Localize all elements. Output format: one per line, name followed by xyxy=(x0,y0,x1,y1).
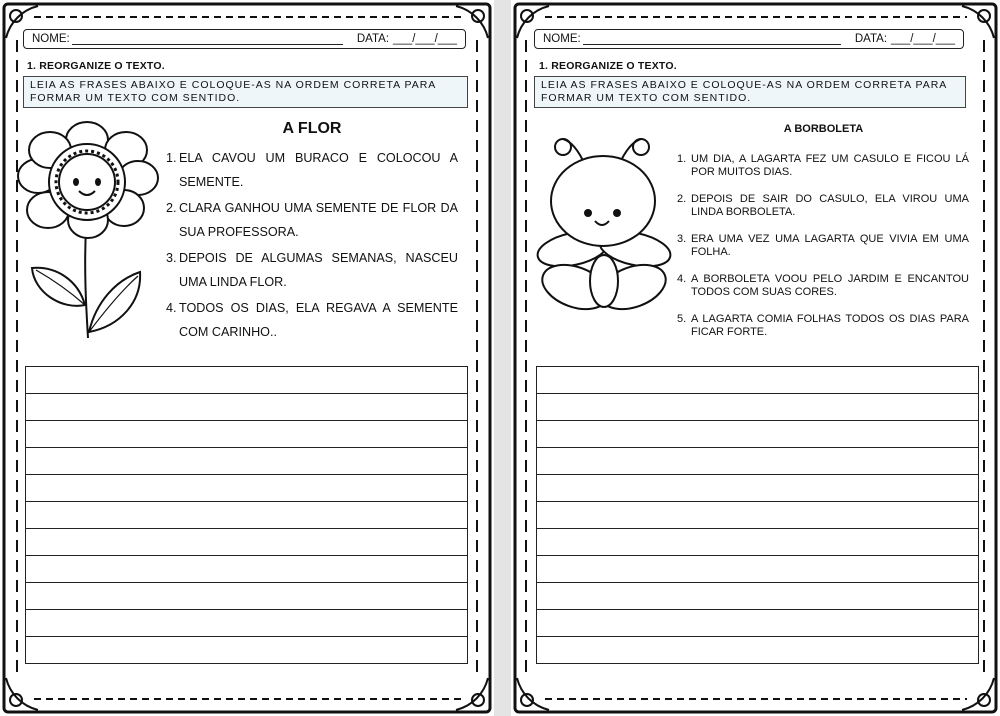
name-field[interactable] xyxy=(583,33,841,45)
list-item: 4. A BORBOLETA VOOU PELO JARDIM E ENCANTOU TODOS COM SUAS CORES. xyxy=(677,273,969,298)
writing-line[interactable] xyxy=(26,448,467,475)
flower-illustration xyxy=(16,120,162,342)
question-title: 1. REORGANIZE O TEXTO. xyxy=(27,60,165,72)
writing-line[interactable] xyxy=(26,394,467,421)
writing-line[interactable] xyxy=(537,475,978,502)
list-item: 1. UM DIA, A LAGARTA FEZ UM CASULO E FICOU LÁ POR MUITOS DIAS. xyxy=(677,153,969,178)
list-item: 4. TODOS OS DIAS, ELA REGAVA A SEMENTE COM CARINHO.. xyxy=(166,301,458,339)
writing-line[interactable] xyxy=(537,448,978,475)
writing-lines[interactable] xyxy=(25,366,468,664)
list-item: 3. ERA UMA VEZ UMA LAGARTA QUE VIVIA EM UMA FOLHA. xyxy=(677,233,969,258)
writing-line[interactable] xyxy=(537,610,978,637)
name-label: NOME: xyxy=(32,33,70,45)
writing-line[interactable] xyxy=(537,583,978,610)
writing-line[interactable] xyxy=(26,583,467,610)
writing-line[interactable] xyxy=(537,637,978,664)
name-date-header xyxy=(23,29,466,49)
butterfly-illustration xyxy=(535,133,675,317)
instruction-box: LEIA AS FRASES ABAIXO E COLOQUE-AS NA ORDEM CORRETA PARA FORMAR UM TEXTO COM SENTIDO. xyxy=(534,76,966,108)
list-item: 5. A LAGARTA COMIA FOLHAS TODOS OS DIAS PARA FICAR FORTE. xyxy=(677,313,969,338)
list-item: 2. DEPOIS DE SAIR DO CASULO, ELA VIROU UMA LINDA BORBOLETA. xyxy=(677,193,969,218)
writing-line[interactable] xyxy=(537,367,978,394)
writing-lines[interactable] xyxy=(536,366,979,664)
writing-line[interactable] xyxy=(537,394,978,421)
writing-line[interactable] xyxy=(537,529,978,556)
list-item: 2. CLARA GANHOU UMA SEMENTE DE FLOR DA SUA PROFESSORA. xyxy=(166,201,458,239)
writing-line[interactable] xyxy=(26,610,467,637)
name-label: NOME: xyxy=(543,33,581,45)
writing-line[interactable] xyxy=(26,529,467,556)
date-field[interactable]: ___/___/___ xyxy=(891,33,955,45)
name-date-header xyxy=(534,29,964,49)
date-label: DATA: xyxy=(356,33,390,45)
writing-line[interactable] xyxy=(26,475,467,502)
writing-line[interactable] xyxy=(26,556,467,583)
name-field[interactable] xyxy=(72,33,343,45)
writing-line[interactable] xyxy=(537,556,978,583)
sentence-list xyxy=(677,153,969,339)
writing-line[interactable] xyxy=(26,421,467,448)
story-title: A FLOR xyxy=(282,120,342,137)
writing-line[interactable] xyxy=(537,421,978,448)
writing-line[interactable] xyxy=(26,502,467,529)
writing-line[interactable] xyxy=(26,637,467,664)
writing-line[interactable] xyxy=(26,367,467,394)
list-item: 3. DEPOIS DE ALGUMAS SEMANAS, NASCEU UMA LINDA FLOR. xyxy=(166,251,458,289)
sentence-list xyxy=(166,147,458,344)
worksheet-borboleta xyxy=(511,0,1000,716)
question-title: 1. REORGANIZE O TEXTO. xyxy=(539,60,677,72)
worksheet-flor xyxy=(0,0,494,716)
instruction-box: LEIA AS FRASES ABAIXO E COLOQUE-AS NA ORDEM CORRETA PARA FORMAR UM TEXTO COM SENTIDO. xyxy=(23,76,468,108)
page-gutter xyxy=(494,0,511,716)
date-label: DATA: xyxy=(854,33,888,45)
date-field[interactable]: ___/___/___ xyxy=(393,33,457,45)
list-item: 1. ELA CAVOU UM BURACO E COLOCOU A SEMENTE. xyxy=(166,151,458,189)
writing-line[interactable] xyxy=(537,502,978,529)
story-title: A BORBOLETA xyxy=(783,123,864,135)
